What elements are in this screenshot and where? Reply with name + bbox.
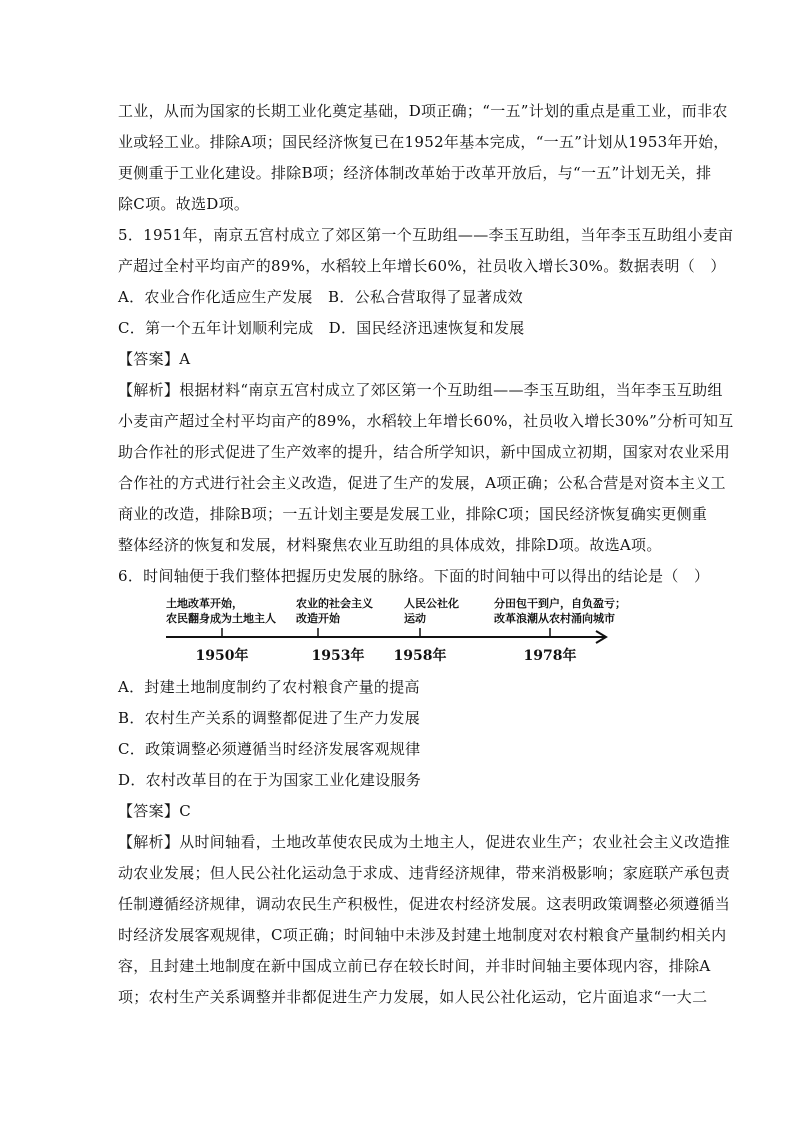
text-line: 除C项。故选D项。 bbox=[118, 195, 250, 213]
event-label: 分田包干到户，自负盈亏； bbox=[494, 597, 626, 610]
text-line: 工业，从而为国家的长期工业化奠定基础，D项正确；“一五”计划的重点是重工业，而非农 bbox=[118, 102, 728, 120]
question-5 bbox=[118, 220, 734, 561]
question-stem: 产超过全村平均亩产的89%，水稻较上年增长60%，社员收入增长30%。数据表明（ ） bbox=[118, 257, 726, 275]
answer-label: 【答案】C bbox=[118, 802, 191, 820]
analysis-line: 助合作社的形式促进了生产效率的提升，结合所学知识，新中国成立初期，国家对农业采用 bbox=[118, 443, 731, 461]
year-label: 1950年 bbox=[195, 648, 249, 664]
option-line: A．封建土地制度制约了农村粮食产量的提高 bbox=[118, 678, 420, 696]
event-label: 改革浪潮从农村涌向城市 bbox=[494, 612, 615, 625]
question-stem: 6．时间轴便于我们整体把握历史发展的脉络。下面的时间轴中可以得出的结论是（ ） bbox=[118, 567, 710, 585]
analysis-line: 【解析】从时间轴看，土地改革使农民成为土地主人，促进农业生产；农业社会主义改造推 bbox=[118, 833, 731, 851]
event-label: 农民翻身成为土地主人 bbox=[166, 612, 276, 625]
option-line: C．第一个五年计划顺利完成 D．国民经济迅速恢复和发展 bbox=[118, 319, 525, 337]
event-label: 农业的社会主义 bbox=[296, 597, 373, 610]
text-line: 更侧重于工业化建设。排除B项；经济体制改革始于改革开放后，与“一五”计划无关，排 bbox=[118, 164, 712, 182]
paragraph-previous-answer bbox=[118, 96, 729, 220]
year-label: 1958年 bbox=[393, 648, 447, 664]
year-label: 1953年 bbox=[311, 648, 365, 664]
event-label: 改造开始 bbox=[296, 612, 340, 625]
option-line: D．农村改革目的在于为国家工业化建设服务 bbox=[118, 771, 422, 789]
analysis-line: 整体经济的恢复和发展，材料聚焦农业互助组的具体成效，排除D项。故选A项。 bbox=[118, 536, 662, 554]
option-line: C．政策调整必须遵循当时经济发展客观规律 bbox=[118, 740, 421, 758]
event-label: 运动 bbox=[404, 612, 426, 625]
option-line: A．农业合作化适应生产发展 B．公私合营取得了显著成效 bbox=[118, 288, 523, 306]
analysis-line: 容，且封建土地制度在新中国成立前已存在较长时间，并非时间轴主要体现内容，排除A bbox=[118, 957, 711, 975]
analysis-line: 动农业发展；但人民公社化运动急于求成、违背经济规律，带来消极影响；家庭联产承包责 bbox=[118, 864, 731, 882]
option-line: B．农村生产关系的调整都促进了生产力发展 bbox=[118, 709, 421, 727]
timeline-figure bbox=[118, 594, 688, 672]
timeline-svg bbox=[118, 594, 688, 672]
document-content bbox=[118, 96, 734, 1013]
analysis-line: 【解析】根据材料“南京五宫村成立了郊区第一个互助组——李玉互助组，当年李玉互助组 bbox=[118, 381, 723, 399]
analysis-line: 任制遵循经济规律，调动农民生产积极性，促进农村经济发展。这表明政策调整必须遵循当 bbox=[118, 895, 731, 913]
text-line: 业或轻工业。排除A项；国民经济恢复已在1952年基本完成，“一五”计划从1953年开始， bbox=[118, 133, 729, 151]
question-stem: 5．1951年，南京五宫村成立了郊区第一个互助组——李玉互助组，当年李玉互助组小麦亩 bbox=[118, 226, 734, 244]
analysis-line: 小麦亩产超过全村平均亩产的89%，水稻较上年增长60%，社员收入增长30%”分析可知互 bbox=[118, 412, 734, 430]
question-6 bbox=[118, 561, 731, 1013]
year-label: 1978年 bbox=[523, 648, 577, 664]
event-label: 人民公社化 bbox=[404, 597, 459, 610]
analysis-line: 商业的改造，排除B项；一五计划主要是发展工业，排除C项；国民经济恢复确实更侧重 bbox=[118, 505, 708, 523]
analysis-line: 时经济发展客观规律，C项正确；时间轴中未涉及封建土地制度对农村粮食产量制约相关内 bbox=[118, 926, 727, 944]
analysis-line: 合作社的方式进行社会主义改造，促进了生产的发展，A项正确；公私合营是对资本主义工 bbox=[118, 474, 726, 492]
answer-label: 【答案】A bbox=[118, 350, 191, 368]
analysis-line: 项；农村生产关系调整并非都促进生产力发展，如人民公社化运动，它片面追求“一大二 bbox=[118, 988, 708, 1006]
event-label: 土地改革开始， bbox=[166, 597, 243, 610]
